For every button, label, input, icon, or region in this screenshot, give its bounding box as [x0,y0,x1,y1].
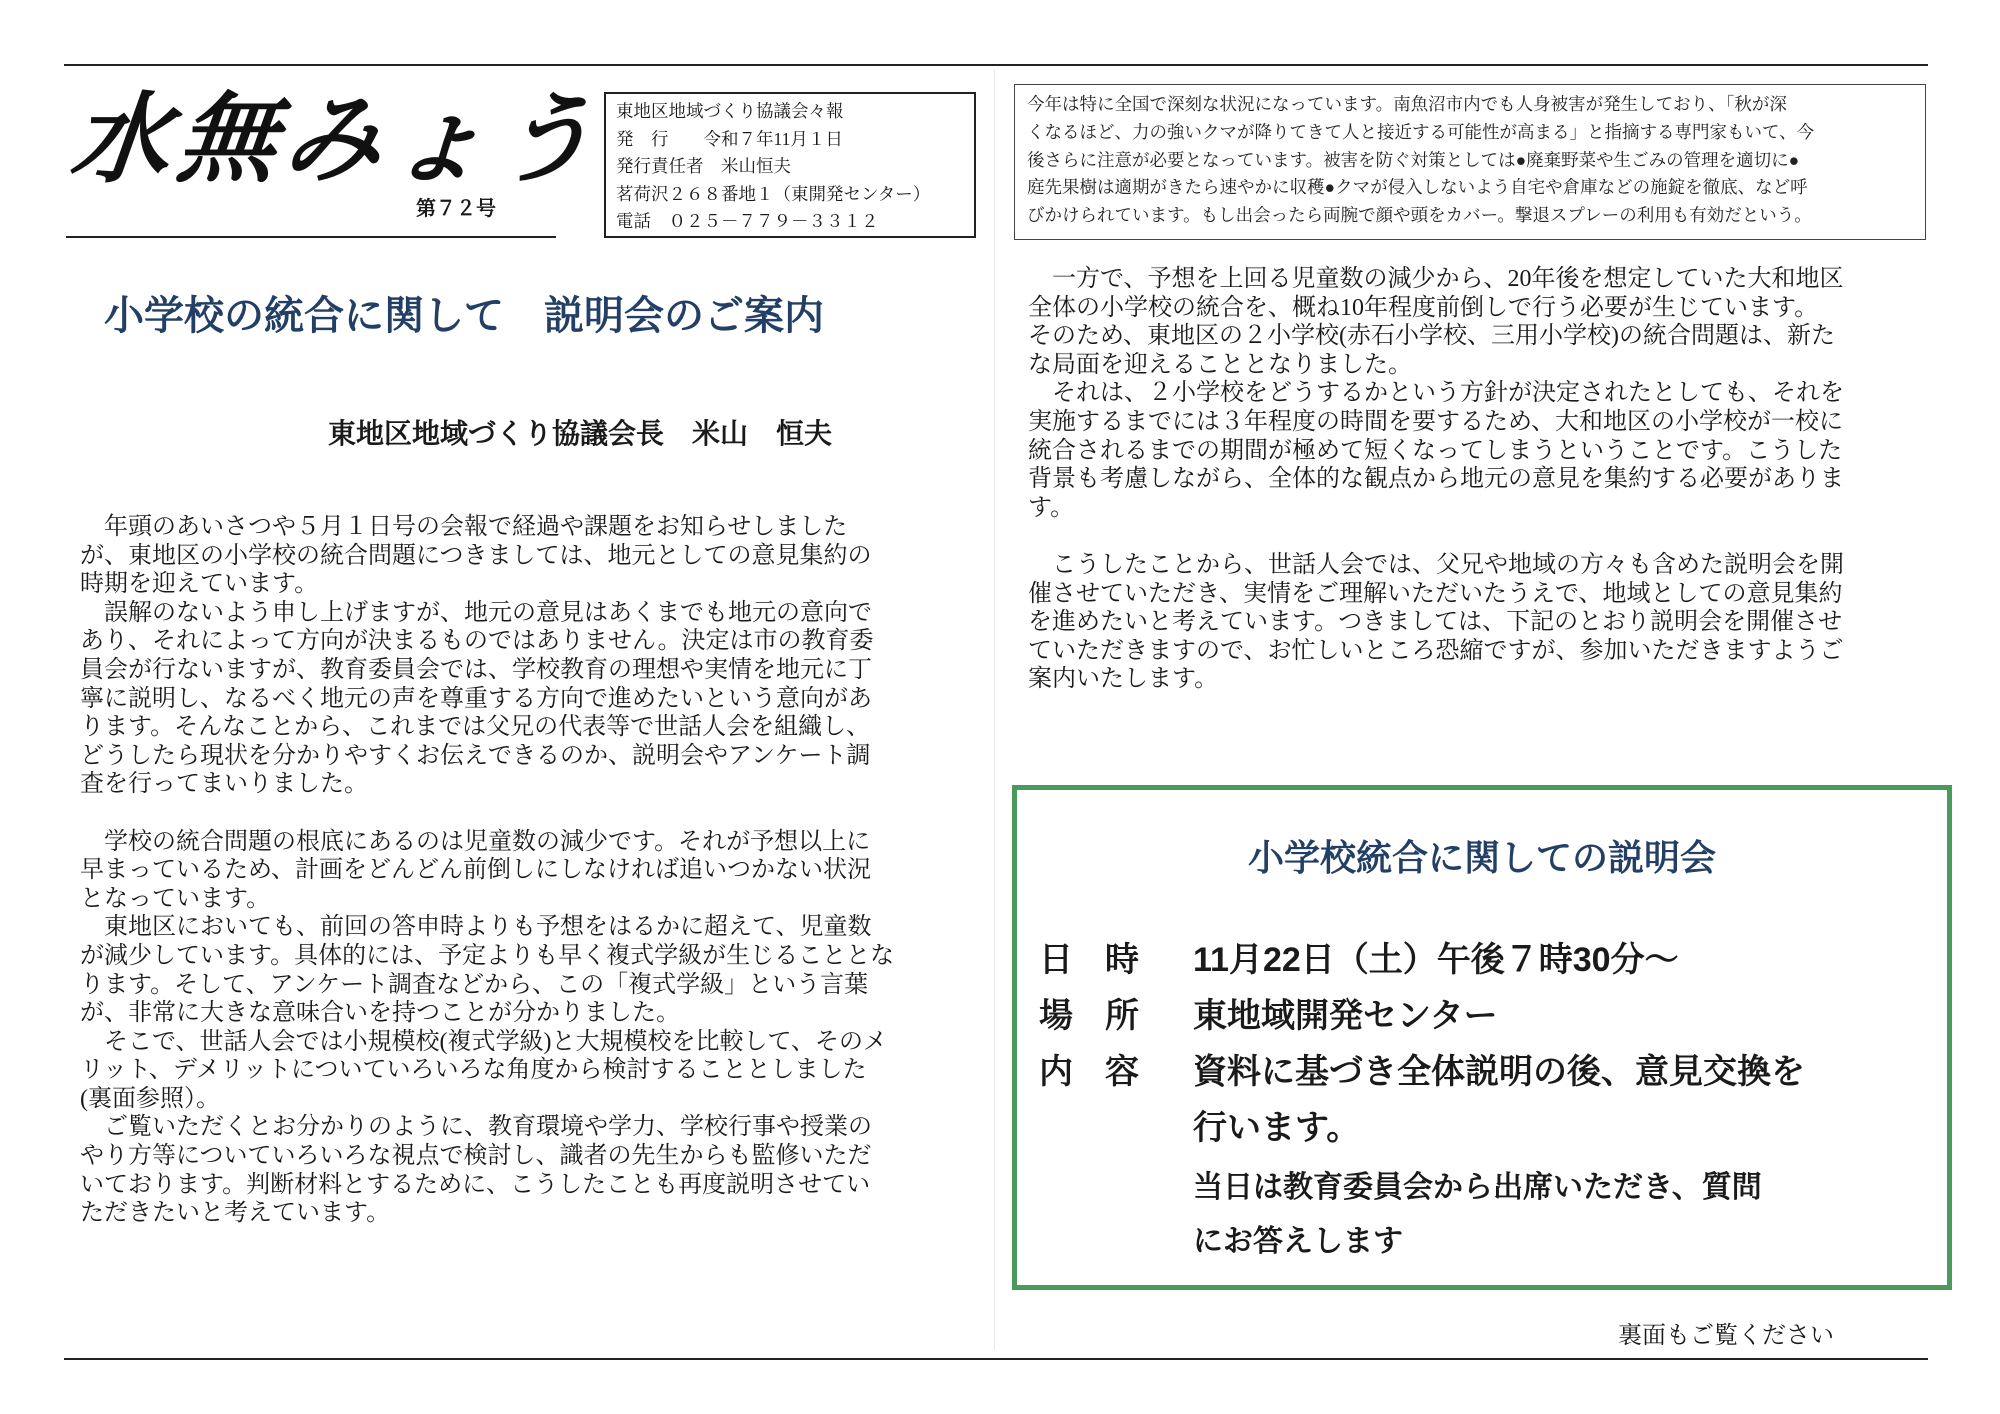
content-value-cont: 行います。 [1193,1109,1361,1147]
article-line: そこで、世話人会では小規模校(複式学級)と大規模校を比較して、そのメ [80,1028,888,1055]
article-line: 年頭のあいさつや５月１日号の会報で経過や課題をお知らせしました [80,514,848,540]
date-value: 11月22日（土）午後７時30分～ [1193,941,1679,979]
notice-line: 庭先果樹は適期がきたら速やかに収穫●クマが侵入しないよう自宅や倉庫などの施錠を徹底、など呼 [1027,177,1808,198]
article-line: 早まっているため、計画をどんどん前倒しにしなければ追いつかない状況 [80,857,872,884]
center-fold [994,70,995,1350]
event-box [1012,785,1952,1290]
article-line: 統合されるまでの期間が極めて短くなってしまうということです。こうした [1028,437,1843,464]
article-body-left [80,513,980,1228]
article-line: 寧に説明し、なるべく地元の声を尊重する方向で進めたいという意向があ [80,685,872,712]
info-line: 茗荷沢２６８番地１（東開発センター） [616,183,931,204]
info-line: 電話 ０２５－７７９－３３１２ [616,211,879,232]
article-line: となっています。 [80,885,271,912]
place-label: 場所 [1039,997,1171,1035]
article-line: を進めたいと考えています。つきましては、下記のとおり説明会を開催させ [1028,609,1843,636]
article-line: ります。そんなことから、これまでは父兄の代表等で世話人会を組織し、 [80,714,871,741]
info-line: 発 行 令和７年11月１日 [616,128,843,149]
article-line: 全体の小学校の統合を、概ね10年程度前倒しで行う必要が生じています。 [1028,294,1819,321]
info-line: 東地区地域づくり協議会々報 [616,101,844,121]
article-line: それは、２小学校をどうするかという方針が決定されたとしても、それを [1028,380,1844,407]
article-line: (裏面参照）。 [80,1085,220,1112]
article-byline: 東地区地域づくり協議会長 米山 恒夫 [328,418,833,449]
masthead [65,80,609,238]
article-line: ります。そして、アンケート調査などから、この「複式学級」という言葉 [80,971,869,998]
info-line: 発行責任者 米山恒夫 [616,156,791,177]
content-value: 資料に基づき全体説明の後、意見交換を [1193,1053,1805,1091]
article-line: 背景も考慮しながら、全体的な観点から地元の意見を集約する必要がありま [1028,466,1844,493]
notice-line: びかけられています。もし出会ったら両腕で顔や頭をカバー。撃退スプレーの利用も有効だという。 [1027,205,1812,226]
issue-number: 第７２号 [416,198,496,220]
newsletter-logo: 水無みょう [65,82,609,197]
notice-line: 後さらに注意が必要となっています。被害を防ぐ対策としては●廃棄野菜や生ごみの管理を適切に● [1027,149,1800,170]
article-line: ただきたいと考えています。 [80,1200,391,1227]
publication-info [604,92,976,238]
article-line: そのため、東地区の２小学校(赤石小学校、三用小学校)の統合問題は、新た [1028,323,1836,350]
article-line: が、東地区の小学校の統合問題につきましては、地元としての意見集約の [80,542,872,569]
article-line: が、非常に大きな意味合いを持つことが分かりました。 [80,1000,680,1027]
paragraph-gap [80,799,980,828]
place-value: 東地域開発センター [1193,997,1498,1035]
event-title: 小学校統合に関しての説明会 [1247,837,1716,878]
article-line: な局面を迎えることとなりました。 [1028,351,1412,378]
article-line: 時期を迎えています。 [80,571,319,598]
see-reverse-note: 裏面もご覧ください [1618,1323,1834,1349]
content-label: 内容 [1039,1053,1171,1091]
article-line: やり方等についていろいろな視点で検討し、識者の先生からも監修いただ [80,1143,872,1170]
notice-line: 今年は特に全国で深刻な状況になっています。南魚沼市内でも人身被害が発生しており、「秋が深 [1027,94,1787,114]
article-line: 案内いたします。 [1028,666,1219,693]
article-body-right [1028,265,1928,694]
article-line: どうしたら現状を分かりやすくお伝えできるのか、説明会やアンケート調 [80,742,871,769]
article-line: 一方で、予想を上回る児童数の減少から、20年後を想定していた大和地区 [1028,266,1844,292]
article-headline: 小学校の統合に関して 説明会のご案内 [104,294,824,338]
article-line: ご覧いただくとお分かりのように、教育環境や学力、学校行事や授業の [80,1114,872,1141]
date-label: 日時 [1039,941,1171,979]
event-note: 当日は教育委員会から出席いただき、質問 [1193,1171,1762,1204]
article-line: いております。判断材料とするために、こうしたことも再度説明させてい [80,1171,871,1198]
notice-line: くなるほど、力の強いクマが降りてきて人と接近する可能性が高まる」と指摘する専門家もいて、今 [1027,121,1815,142]
article-line: 誤解のないよう申し上げますが、地元の意見はあくまでも地元の意向で [80,599,872,626]
article-line: こうしたことから、世話人会では、父兄や地域の方々も含めた説明会を開 [1028,551,1844,578]
bottom-rule [64,1358,1928,1360]
top-rule [64,64,1928,66]
article-line: 催させていただき、実情をご理解いただいたうえで、地域としての意見集約 [1028,580,1843,607]
article-line: あり、それによって方向が決まるものではありません。決定は市の教育委 [80,628,874,655]
paragraph-gap [1028,522,1928,551]
article-line: 東地区においても、前回の答申時よりも予想をはるかに超えて、児童数 [80,914,872,941]
event-note-cont: にお答えします [1193,1225,1403,1258]
article-line: リット、デメリットについていろいろな角度から検討することとしました [80,1057,867,1084]
article-line: ていただきますので、お忙しいところ恐縮ですが、参加いただきますようご [1028,637,1844,664]
article-line: 実施するまでには３年程度の時間を要するため、大和地区の小学校が一校に [1028,408,1844,435]
article-line: 員会が行ないますが、教育委員会では、学校教育の理想や実情を地元に丁 [80,656,872,683]
article-line: す。 [1028,494,1075,521]
article-line: が減少しています。具体的には、予定よりも早く複式学級が生じることとな [80,942,895,969]
article-line: 査を行ってまいりました。 [80,771,368,798]
article-line: 学校の統合問題の根底にあるのは児童数の減少です。それが予想以上に [80,828,871,855]
bear-notice [1014,84,1926,240]
